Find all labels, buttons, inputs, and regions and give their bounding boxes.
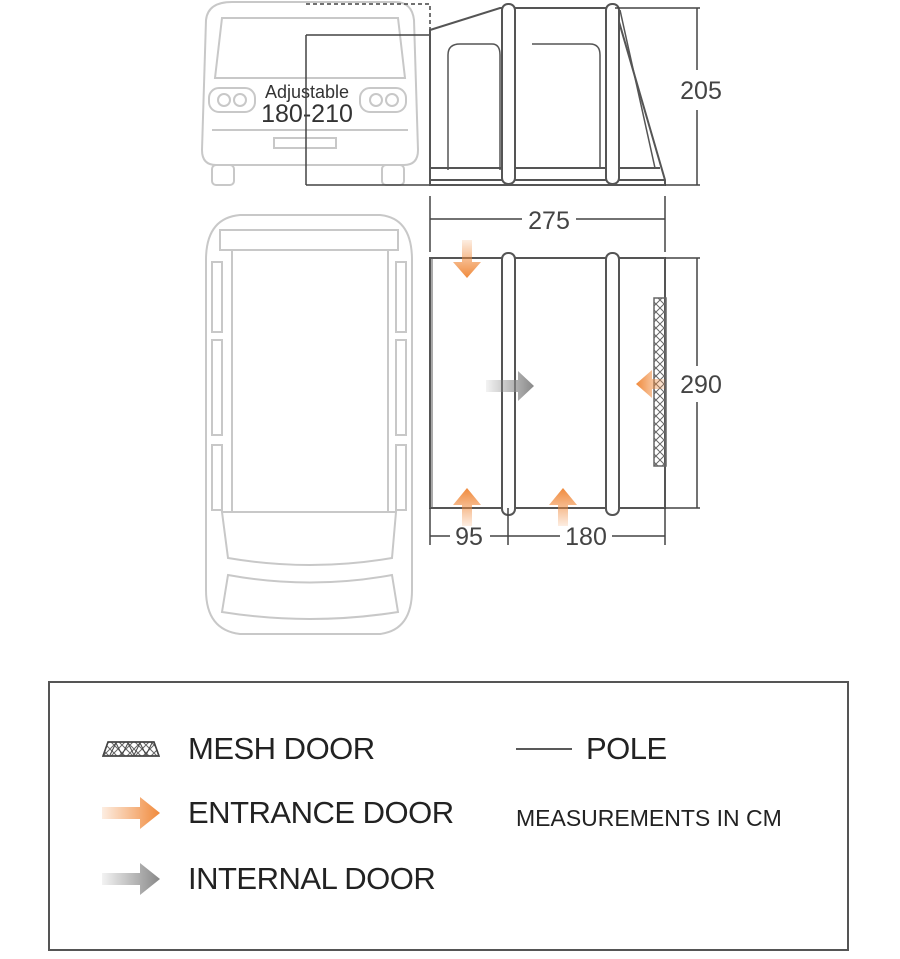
legend-box bbox=[48, 681, 849, 951]
side-view-poles bbox=[502, 4, 619, 184]
legend-mesh-door-label: MESH DOOR bbox=[188, 731, 375, 766]
entrance-arrow-icon bbox=[102, 796, 162, 830]
legend-internal-door-label: INTERNAL DOOR bbox=[188, 861, 436, 896]
height-label: 205 bbox=[680, 77, 722, 105]
vehicle-top-view bbox=[206, 215, 412, 634]
pole-line-icon bbox=[516, 747, 572, 751]
width-label: 275 bbox=[528, 207, 570, 235]
depth-label: 290 bbox=[680, 371, 722, 399]
legend-entrance-door-label: ENTRANCE DOOR bbox=[188, 795, 454, 830]
adjustable-label: Adjustable bbox=[264, 82, 350, 102]
units-note-label: MEASUREMENTS IN CM bbox=[516, 805, 782, 831]
legend-internal-door bbox=[102, 861, 435, 897]
section-a-label: 95 bbox=[455, 523, 483, 551]
legend-pole-label: POLE bbox=[586, 731, 667, 766]
adjustable-range-label: 180-210 bbox=[261, 100, 353, 128]
internal-arrow-icon bbox=[102, 862, 162, 896]
floor-plan bbox=[430, 258, 665, 508]
legend-pole bbox=[516, 731, 667, 767]
legend-mesh-door bbox=[102, 731, 375, 767]
mesh-door-icon bbox=[102, 741, 160, 757]
legend-units-note bbox=[516, 805, 782, 832]
legend-entrance-door bbox=[102, 795, 454, 831]
section-b-label: 180 bbox=[565, 523, 607, 551]
awning-side-view bbox=[430, 8, 665, 185]
